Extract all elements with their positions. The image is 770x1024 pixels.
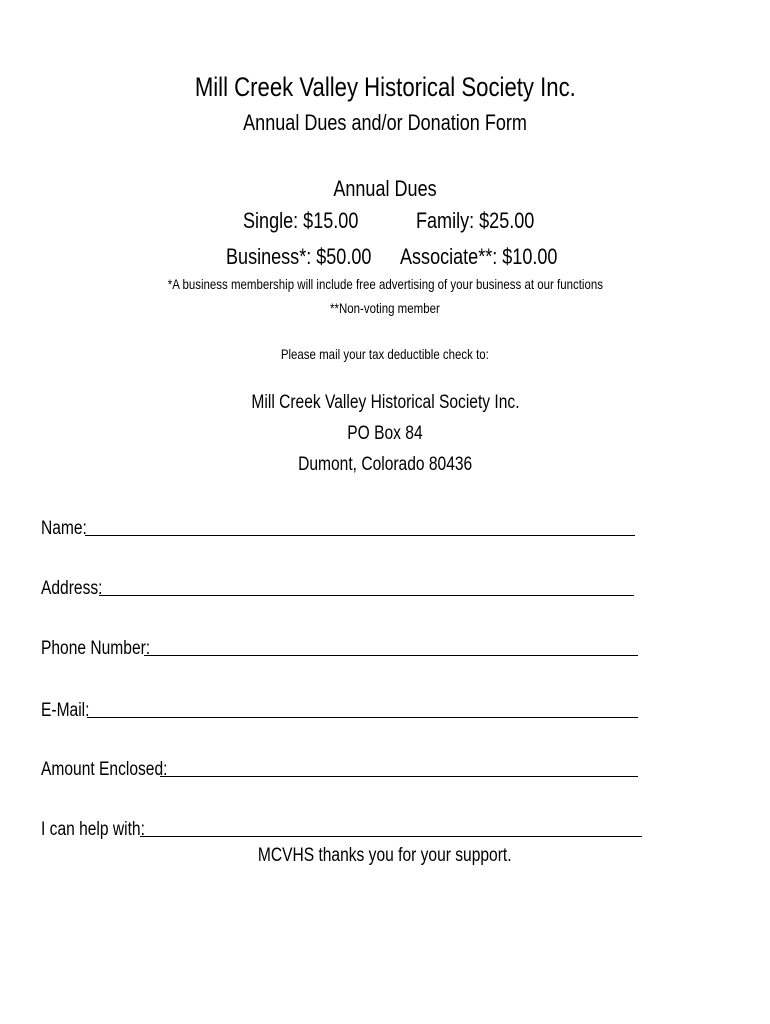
mailing-address-city: Dumont, Colorado 80436	[297, 454, 473, 475]
mail-instruction: Please mail your tax deductible check to:	[280, 346, 490, 362]
phone-field-line[interactable]	[144, 655, 638, 656]
email-field-line[interactable]	[87, 717, 638, 718]
mailing-address-po-box: PO Box 84	[347, 423, 423, 444]
amount-enclosed-field-line[interactable]	[160, 776, 638, 777]
name-field-label: Name:	[41, 518, 87, 539]
amount-enclosed-field-label: Amount Enclosed:	[41, 759, 168, 780]
annual-dues-heading: Annual Dues	[333, 176, 437, 201]
dues-single: Single: $15.00	[243, 208, 359, 233]
help-with-field-label: I can help with:	[41, 819, 145, 840]
address-field-label: Address:	[41, 578, 103, 599]
form-title: Mill Creek Valley Historical Society Inc.	[194, 72, 576, 102]
mailing-address-name: Mill Creek Valley Historical Society Inc.	[250, 392, 520, 413]
non-voting-note: **Non-voting member	[330, 300, 440, 316]
name-field-line[interactable]	[85, 535, 635, 536]
phone-field-label: Phone Number:	[41, 638, 151, 659]
address-field-line[interactable]	[99, 595, 634, 596]
dues-business: Business*: $50.00	[226, 244, 372, 269]
help-with-field-line[interactable]	[140, 836, 642, 837]
business-membership-note: *A business membership will include free advertising of your business at our functions	[167, 276, 603, 292]
dues-associate: Associate**: $10.00	[400, 244, 558, 269]
dues-family: Family: $25.00	[416, 208, 535, 233]
form-subtitle: Annual Dues and/or Donation Form	[243, 110, 527, 135]
email-field-label: E-Mail:	[41, 700, 90, 721]
thank-you-message: MCVHS thanks you for your support.	[258, 845, 512, 866]
